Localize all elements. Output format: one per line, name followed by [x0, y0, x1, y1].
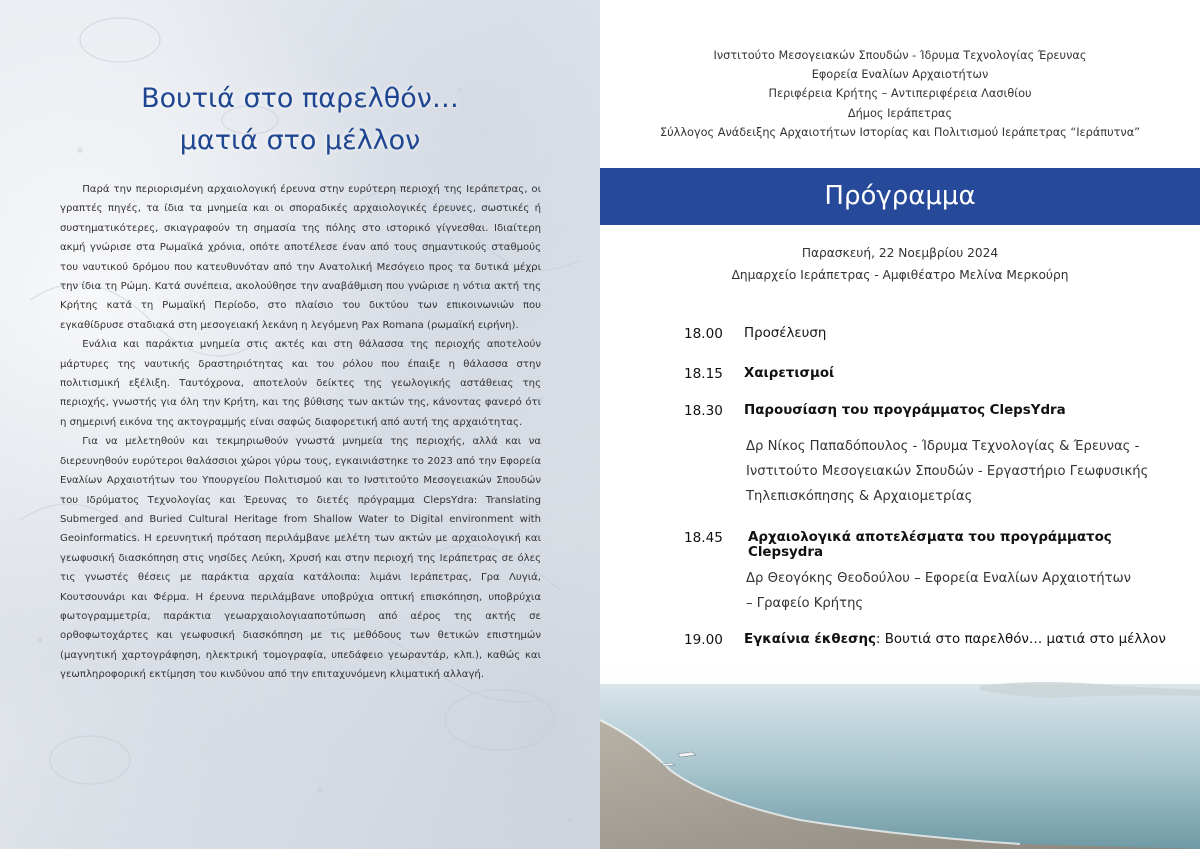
brochure-title [60, 78, 540, 162]
intro-paragraph-2: Ενάλια και παράκτια μνημεία στις ακτές και στη θάλασσα της περιοχής αποτελούν μάρτυρες της ναυτικής δραστηριότητας και του ρόλου που έπαιξε η θάλασσα στην πολιτισμική εξέλιξη. Ταυτόχρονα, αποτελούν δείκτες της γεωλογικής αστάθειας της περιοχής, γνωστής για όλη την Κρήτη, και της βύθισης των ακτών της, κάνοντας φανερό ότι η σημερινή εικόνα της ακτογραμμής είναι σαφώς διαφορετική από αυτή της αρχαιότητας. [60, 339, 541, 428]
intro-paragraph-1: Παρά την περιορισμένη αρχαιολογική έρευνα στην ευρύτερη περιοχή της Ιεράπετρας, οι γραπτές πηγές, τα ίδια τα μνημεία και οι σποραδικές αρχαιολογικές έρευνες, σωστικές ή συστηματικότερες, σκιαγραφούν τη σημασία της πόλης στο ιστορικό γίγνεσθαι. Ιδιαίτερη ακμή γνώρισε στα Ρωμαϊκά χρόνια, οπότε αποτέλεσε έναν από τους σημαντικούς σταθμούς του ναυτικού δρόμου που κατευθυνόταν από την Ανατολική Μεσόγειο προς τα δυτικά μέχρι την ίδια τη Ρώμη. Κατά συνέπεια, ακολούθησε την αναβάθμιση που γνώρισε η νότια ακτή της Κρήτης κατά τη Ρωμαϊκή Περίοδο, στο πλαίσιο του δικτύου των επικοινωνιών που εγκαθίδρυσε σταδιακά στη μεσογειακή λεκάνη η λεγόμενη Pax Romana (ρωμαϊκή ειρήνη). [60, 184, 541, 331]
schedule-item-title: Προσέλευση [744, 326, 827, 341]
schedule-time: 18.00 [684, 326, 723, 342]
schedule-time: 19.00 [684, 632, 723, 648]
schedule-item-title-text: Χαιρετισμοί [744, 366, 835, 381]
speaker-line: – Γραφείο Κρήτης [746, 596, 864, 611]
program-title: Πρόγραμμα [824, 181, 976, 211]
organizer-line: Σύλλογος Ανάδειξης Αρχαιοτήτων Ιστορίας και Πολιτισμού Ιεράπετρας “Ιεράπυτνα” [659, 125, 1141, 139]
organizer-line: Εφορεία Εναλίων Αρχαιοτήτων [811, 68, 989, 82]
schedule-item-title-text: Εγκαίνια έκθεσης [744, 632, 876, 647]
schedule-speaker [746, 566, 1176, 616]
schedule-item-title [744, 632, 1184, 647]
schedule-item-title [748, 530, 1188, 560]
event-date: Παρασκευή, 22 Νοεμβρίου 2024 [801, 246, 999, 260]
speaker-line: Ινστιτούτο Μεσογειακών Σπουδών - Εργαστήριο Γεωφυσικής [746, 464, 1149, 479]
schedule-time: 18.45 [684, 530, 723, 546]
intro-paragraph-3: Για να μελετηθούν και τεκμηριωθούν γνωστά μνημεία της περιοχής, αλλά και να διερευνηθούν ευρύτεροι θαλάσσιοι χώροι γύρω τους, εγκαινιάστηκε το 2023 από την Εφορεία Εναλίων Αρχαιοτήτων του Υπουργείου Πολιτισμού και το Ινστιτούτο Μεσογειακών Σπουδών του Ιδρύματος Τεχνολογίας και Έρευνας το διετές πρόγραμμα ClepsYdra: Translating Submerged and Buried Cultural Heritage from Shallow Water to Digital environment with Geoinformatics. Η ερευνητική πρόταση περιλάμβανε μελέτη των ακτών με αρχαιολογική και γεωφυσική διασκόπηση στις νησίδες Λεύκη, Χρυσή και στην περιοχή της Ιεράπετρας σε όλες τις γνωστές θέσεις με παράκτια αρχαία κατάλοιπα: λιμάνι Ιεράπετρας, Γρα Λυγιά, Κουτσουνάρι και Φέρμα. Η έρευνα περιλάμβανε υποβρύχια οπτική επισκόπηση, υποβρύχια φωτογραμμετρία, παράκτια γεωαρχαιολογιααποτύπωση από αέρος της ακτής σε ορθοφωτοχάρτες και γεωφυσική διασκόπηση με τις μεθόδους των θετικών επιστημών (μαγνητική χαρτογράφηση, ηλεκτρική τομογραφία, υπεδάφειο γεωραντάρ, κλπ.), καθώς και γεωπληροφορική εκτίμηση του κινδύνου από την επιταχυνόμενη κλιματική αλλαγή. [60, 436, 541, 681]
schedule-time: 18.15 [684, 366, 723, 382]
organizer-line: Περιφέρεια Κρήτης – Αντιπεριφέρεια Λασιθίου [768, 87, 1032, 101]
organizer-line: Ινστιτούτο Μεσογειακών Σπουδών - Ίδρυμα Τεχνολογίας Έρευνας [713, 49, 1087, 62]
speaker-line: Τηλεπισκόπησης & Αρχαιομετρίας [746, 489, 973, 504]
event-venue: Δημαρχείο Ιεράπετρας - Αμφιθέατρο Μελίνα Μερκούρη [731, 267, 1069, 282]
organizer-line: Δήμος Ιεράπετρας [847, 106, 953, 120]
event-info [600, 243, 1200, 286]
brochure-title-line1: Βουτιά στο παρελθόν… [141, 83, 459, 114]
schedule-item-title-text: Αρχαιολογικά αποτελέσματα του προγράμματος Clepsydra [748, 530, 1112, 560]
schedule-item-subtitle: : Βουτιά στο παρελθόν… ματιά στο μέλλον [875, 632, 1166, 647]
intro-text [60, 180, 541, 685]
speaker-line: Δρ Θεογόκης Θεοδούλου – Εφορεία Εναλίων Αρχαιοτήτων [746, 571, 1132, 586]
coastline-photo [600, 660, 1200, 849]
schedule-item-title [744, 403, 1184, 418]
schedule-item-title-text: Παρουσίαση του προγράμματος ClepsYdra [744, 403, 1066, 418]
organizers-list [600, 46, 1200, 142]
brochure-title-line2: ματιά στο μέλλον [179, 125, 421, 156]
schedule-item-title [744, 366, 1184, 381]
schedule-speaker [746, 434, 1176, 509]
speaker-line: Δρ Νίκος Παπαδόπουλος - Ίδρυμα Τεχνολογίας & Έρευνας - [746, 439, 1140, 454]
right-page [600, 0, 1200, 849]
schedule-time: 18.30 [684, 403, 723, 419]
program-banner [600, 168, 1200, 225]
